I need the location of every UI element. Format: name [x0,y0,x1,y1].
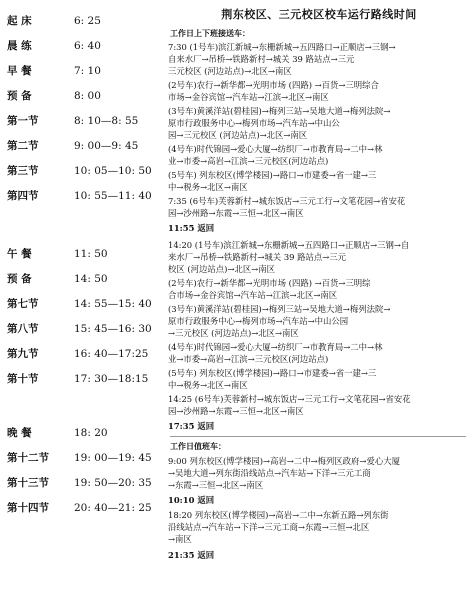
route-line: (5号车) 列东校区(博学楼园)→路口→市建委→省一建→三 [168,170,377,180]
schedule-label: 第十二节 [7,452,49,464]
duty-route-line: 9:00 列东校区(博学楼园)→高岩→二中→梅列区政府→爱心大厦 [168,456,400,466]
route-line: 园→沙州路→东霞→三恒→北区→南区 [168,406,304,416]
route-line: 合市场→金谷宾馆→汽车站→江滨→北区→南区 [168,290,338,300]
schedule-label: 第十四节 [7,502,49,514]
route-line: 三元校区 (河边站点)→北区→南区 [168,66,292,76]
schedule-time: 20: 40—21: 25 [74,502,152,514]
schedule-time: 19: 00—19: 45 [74,452,152,464]
weekday-heading: 工作日上下班接送车： [170,28,250,38]
route-line: 中→税务→北区→南区 [168,182,248,192]
bus-timetable [168,0,470,604]
route-line: 原市行政服务中心→梅列市场→汽车站→中山公 [168,118,340,128]
route-line: 来水厂→吊桥→铁路新村→城关 39 路站点→三元 [168,252,347,262]
schedule-label: 午 餐 [7,248,32,260]
divider [170,436,466,437]
route-line: (3号车)黄溪洋站(碧桂园)→梅列三站→吴地大道→梅列法院→ [168,304,391,314]
route-line: (4号车)时代锦园→爱心大厦→纺织厂→市教育局→二中→林 [168,342,383,352]
schedule-label: 第一节 [7,115,39,127]
schedule-label: 预 备 [7,273,32,285]
duty-heading: 工作日值班车： [170,441,226,451]
schedule-time: 17: 30—18:15 [74,373,149,385]
schedule-time: 9: 00—9: 45 [74,140,139,152]
route-line: (2号车)农行→新华都→光明市场 (四路) →百货→三明综 [168,278,371,288]
schedule-time: 14: 50 [74,273,108,285]
route-line: 7:35 (6号车)芙蓉新村→城东饭店→三元工行→文笔花园→省安花 [168,196,406,206]
schedule-time: 8: 10—8: 55 [74,115,139,127]
schedule-label: 第十节 [7,373,39,385]
route-line: (4号车)时代锦园→爱心大厦→纺织厂→市教育局→二中→林 [168,144,383,154]
schedule-label: 预 备 [7,90,32,102]
return-line: 17:35 返回 [168,421,215,431]
route-line: →三元校区 (河边站点)→北区→南区 [168,328,299,338]
duty-route-line: →东霞→三恒→北区→南区 [168,480,264,490]
schedule-time: 11: 50 [74,248,108,260]
route-line: 中→税务→北区→南区 [168,380,248,390]
schedule-time: 10: 55—11: 40 [74,190,152,202]
schedule-time: 19: 50—20: 35 [74,477,152,489]
route-line: 园→沙州路→东霞→三恒→北区→南区 [168,208,304,218]
route-line: 市场→金谷宾馆→汽车站→江滨→北区→南区 [168,92,329,102]
schedule-label: 起 床 [7,15,32,27]
schedule-label: 第九节 [7,348,39,360]
schedule-time: 14: 55—15: 40 [74,298,152,310]
route-line: 校区 (河边站点)→北区→南区 [168,264,275,274]
route-line: 14:20 (1号车)滨江新城→东栅新城→五四路口→正顺店→三钢→自 [168,240,410,250]
route-line: 14:25 (6号车)芙蓉新村→城东饭店→三元工行→文笔花园→省安花 [168,394,411,404]
schedule-time: 16: 40—17:25 [74,348,149,360]
schedule-label: 第八节 [7,323,39,335]
schedule-time: 8: 00 [74,90,101,102]
schedule-label: 早 餐 [7,65,32,77]
route-line: 7:30 (1号车)滨江新城→东栅新城→五四路口→正顺店→三钢→ [168,42,396,52]
route-line: 自来水厂→吊桥→铁路新村→城关 39 路站点→三元 [168,54,355,64]
schedule-time: 6: 25 [74,15,101,27]
route-line: 业→市委→高岩→江滨→三元校区(河边站点) [168,354,329,364]
return-line: 11:55 返回 [168,223,215,233]
route-line: (5号车) 列东校区(博学楼园)→路口→市建委→省一建→三 [168,368,377,378]
schedule-label: 第二节 [7,140,39,152]
duty-route-line: 沿线站点→汽车站→下洋→三元工商→东霞→三恒→北区 [168,522,370,532]
route-line: 业→市委→高岩→江滨→三元校区(河边站点) [168,156,329,166]
route-line: (3号车)黄溪洋站(碧桂园)→梅列三站→吴地大道→梅列法院→ [168,106,391,116]
duty-route-line: 18:20 列东校区(博学楼园)→高岩→二中→东新五路→列东街 [168,510,389,520]
schedule-label: 晨 练 [7,40,32,52]
route-line: 原市行政服务中心→梅列市场→汽车站→中山公园 [168,316,349,326]
schedule-label: 晚 餐 [7,427,32,439]
schedule-label: 第十三节 [7,477,49,489]
schedule-label: 第四节 [7,190,39,202]
route-line: 园→三元校区 (河边站点)→北区→南区 [168,130,308,140]
page-title: 荆东校区、三元校区校车运行路线时间 [221,8,417,21]
duty-route-line: →吴地大道→列东街沿线站点→汽车站→下洋→三元工商 [168,468,371,478]
schedule-label: 第七节 [7,298,39,310]
schedule-time: 6: 40 [74,40,101,52]
schedule-time: 10: 05—10: 50 [74,165,152,177]
schedule-label: 第三节 [7,165,39,177]
daily-schedule [0,0,150,604]
return-line: 10:10 返回 [168,495,215,505]
duty-route-line: →南区 [168,534,192,544]
schedule-time: 18: 20 [74,427,108,439]
return-line: 21:35 返回 [168,550,215,560]
route-line: (2号车)农行→新华都→光明市场 (四路) →百货→三明综合 [168,80,379,90]
schedule-time: 7: 10 [74,65,101,77]
schedule-time: 15: 45—16: 30 [74,323,152,335]
